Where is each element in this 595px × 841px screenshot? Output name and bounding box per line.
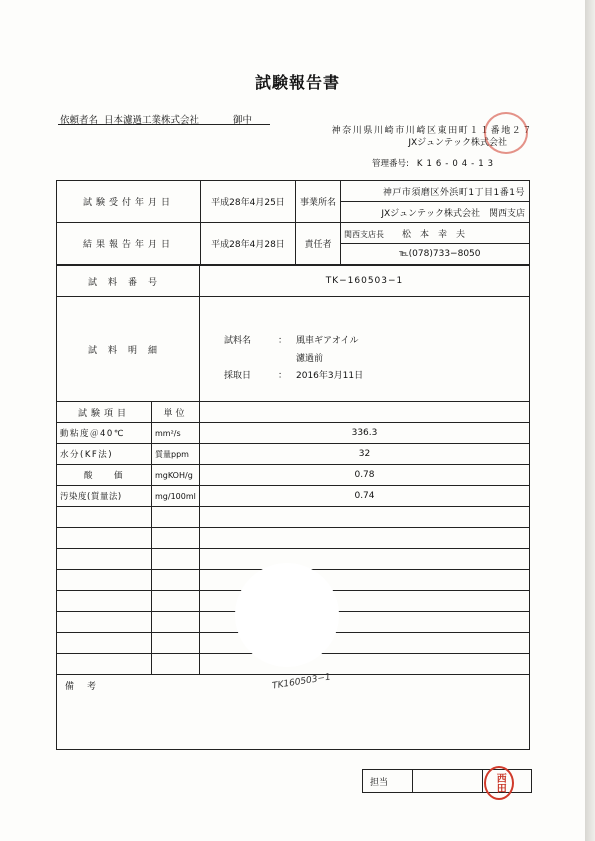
table-row bbox=[57, 486, 530, 507]
result-unit: mgKOH/g bbox=[152, 465, 200, 486]
white-circle-mark bbox=[235, 563, 339, 667]
client-underline bbox=[58, 124, 270, 125]
sample-name-2: 濾過前 bbox=[296, 354, 324, 364]
person-title: 関西支店長 bbox=[344, 229, 384, 239]
report-title: 試験報告書 bbox=[254, 73, 340, 92]
result-value: 32 bbox=[200, 444, 530, 465]
person-label: 責任者 bbox=[296, 223, 341, 265]
staff-seal-text: 西田 bbox=[494, 773, 506, 793]
table-row bbox=[57, 423, 530, 444]
sample-date: 2016年3月11日 bbox=[296, 371, 364, 381]
table-row bbox=[57, 465, 530, 486]
staff-divider-2 bbox=[482, 769, 483, 792]
empty-row bbox=[57, 507, 530, 528]
sample-number-label: 試料番号 bbox=[57, 266, 200, 297]
paper-edge bbox=[585, 0, 595, 841]
person-tel: ℡(078)733−8050 bbox=[341, 244, 530, 265]
issuer-address: 神奈川県川崎市川崎区東田町１１番地２７ bbox=[331, 126, 533, 136]
control-value: K16-04-13 bbox=[416, 159, 498, 169]
staff-label: 担当 bbox=[370, 778, 389, 788]
result-unit: 質量ppm bbox=[152, 444, 200, 465]
report-date: 平成28年4月28日 bbox=[201, 223, 296, 265]
report-date-label: 結果報告年月日 bbox=[57, 223, 201, 265]
header-table bbox=[56, 180, 530, 265]
sample-number: TK−160503−1 bbox=[200, 266, 530, 297]
client-suffix: 御中 bbox=[233, 115, 253, 126]
value-header bbox=[200, 402, 530, 423]
staff-seal bbox=[484, 766, 514, 800]
remarks-label: 備 考 bbox=[57, 675, 530, 750]
sample-date-label: 採取日 bbox=[224, 371, 252, 381]
result-value: 336.3 bbox=[200, 423, 530, 444]
table-row bbox=[57, 444, 530, 465]
unit-header: 単位 bbox=[152, 402, 200, 423]
client-label: 依頼者名 bbox=[60, 115, 99, 126]
client-name: 日本濾過工業株式会社 bbox=[104, 115, 200, 126]
sample-detail bbox=[200, 297, 530, 402]
office-address: 神戸市須磨区外浜町1丁目1番1号 bbox=[341, 181, 530, 202]
colon-1: ： bbox=[278, 336, 288, 346]
empty-row bbox=[57, 528, 530, 549]
control-label: 管理番号: bbox=[372, 159, 409, 169]
staff-divider bbox=[412, 769, 413, 792]
control-number bbox=[372, 157, 497, 169]
person-name: 松 本 幸 夫 bbox=[402, 229, 466, 240]
result-item: 水分(KF法) bbox=[57, 444, 152, 465]
colon-2: ： bbox=[278, 371, 288, 381]
office-label: 事業所名 bbox=[296, 181, 341, 223]
office-name: JXジュンテック株式会社 関西支店 bbox=[341, 202, 530, 223]
result-value: 0.74 bbox=[200, 486, 530, 507]
sample-detail-label: 試料明細 bbox=[57, 297, 200, 402]
result-unit: mm²/s bbox=[152, 423, 200, 444]
receipt-date-label: 試験受付年月日 bbox=[57, 181, 201, 223]
receipt-date: 平成28年4月25日 bbox=[201, 181, 296, 223]
person-cell bbox=[341, 223, 530, 244]
result-unit: mg/100ml bbox=[152, 486, 200, 507]
result-item: 酸 価 bbox=[57, 465, 152, 486]
sample-name-label: 試料名 bbox=[224, 336, 252, 346]
result-item: 汚染度(質量法) bbox=[57, 486, 152, 507]
sample-name: 風車ギアオイル bbox=[296, 336, 359, 346]
handwritten-sample-id: TK160503−1 bbox=[271, 672, 332, 692]
company-seal bbox=[484, 112, 528, 154]
result-item: 動粘度＠40℃ bbox=[57, 423, 152, 444]
result-value: 0.78 bbox=[200, 465, 530, 486]
item-header: 試験項目 bbox=[57, 402, 152, 423]
issuer-company: JXジュンテック株式会社 bbox=[408, 138, 507, 148]
